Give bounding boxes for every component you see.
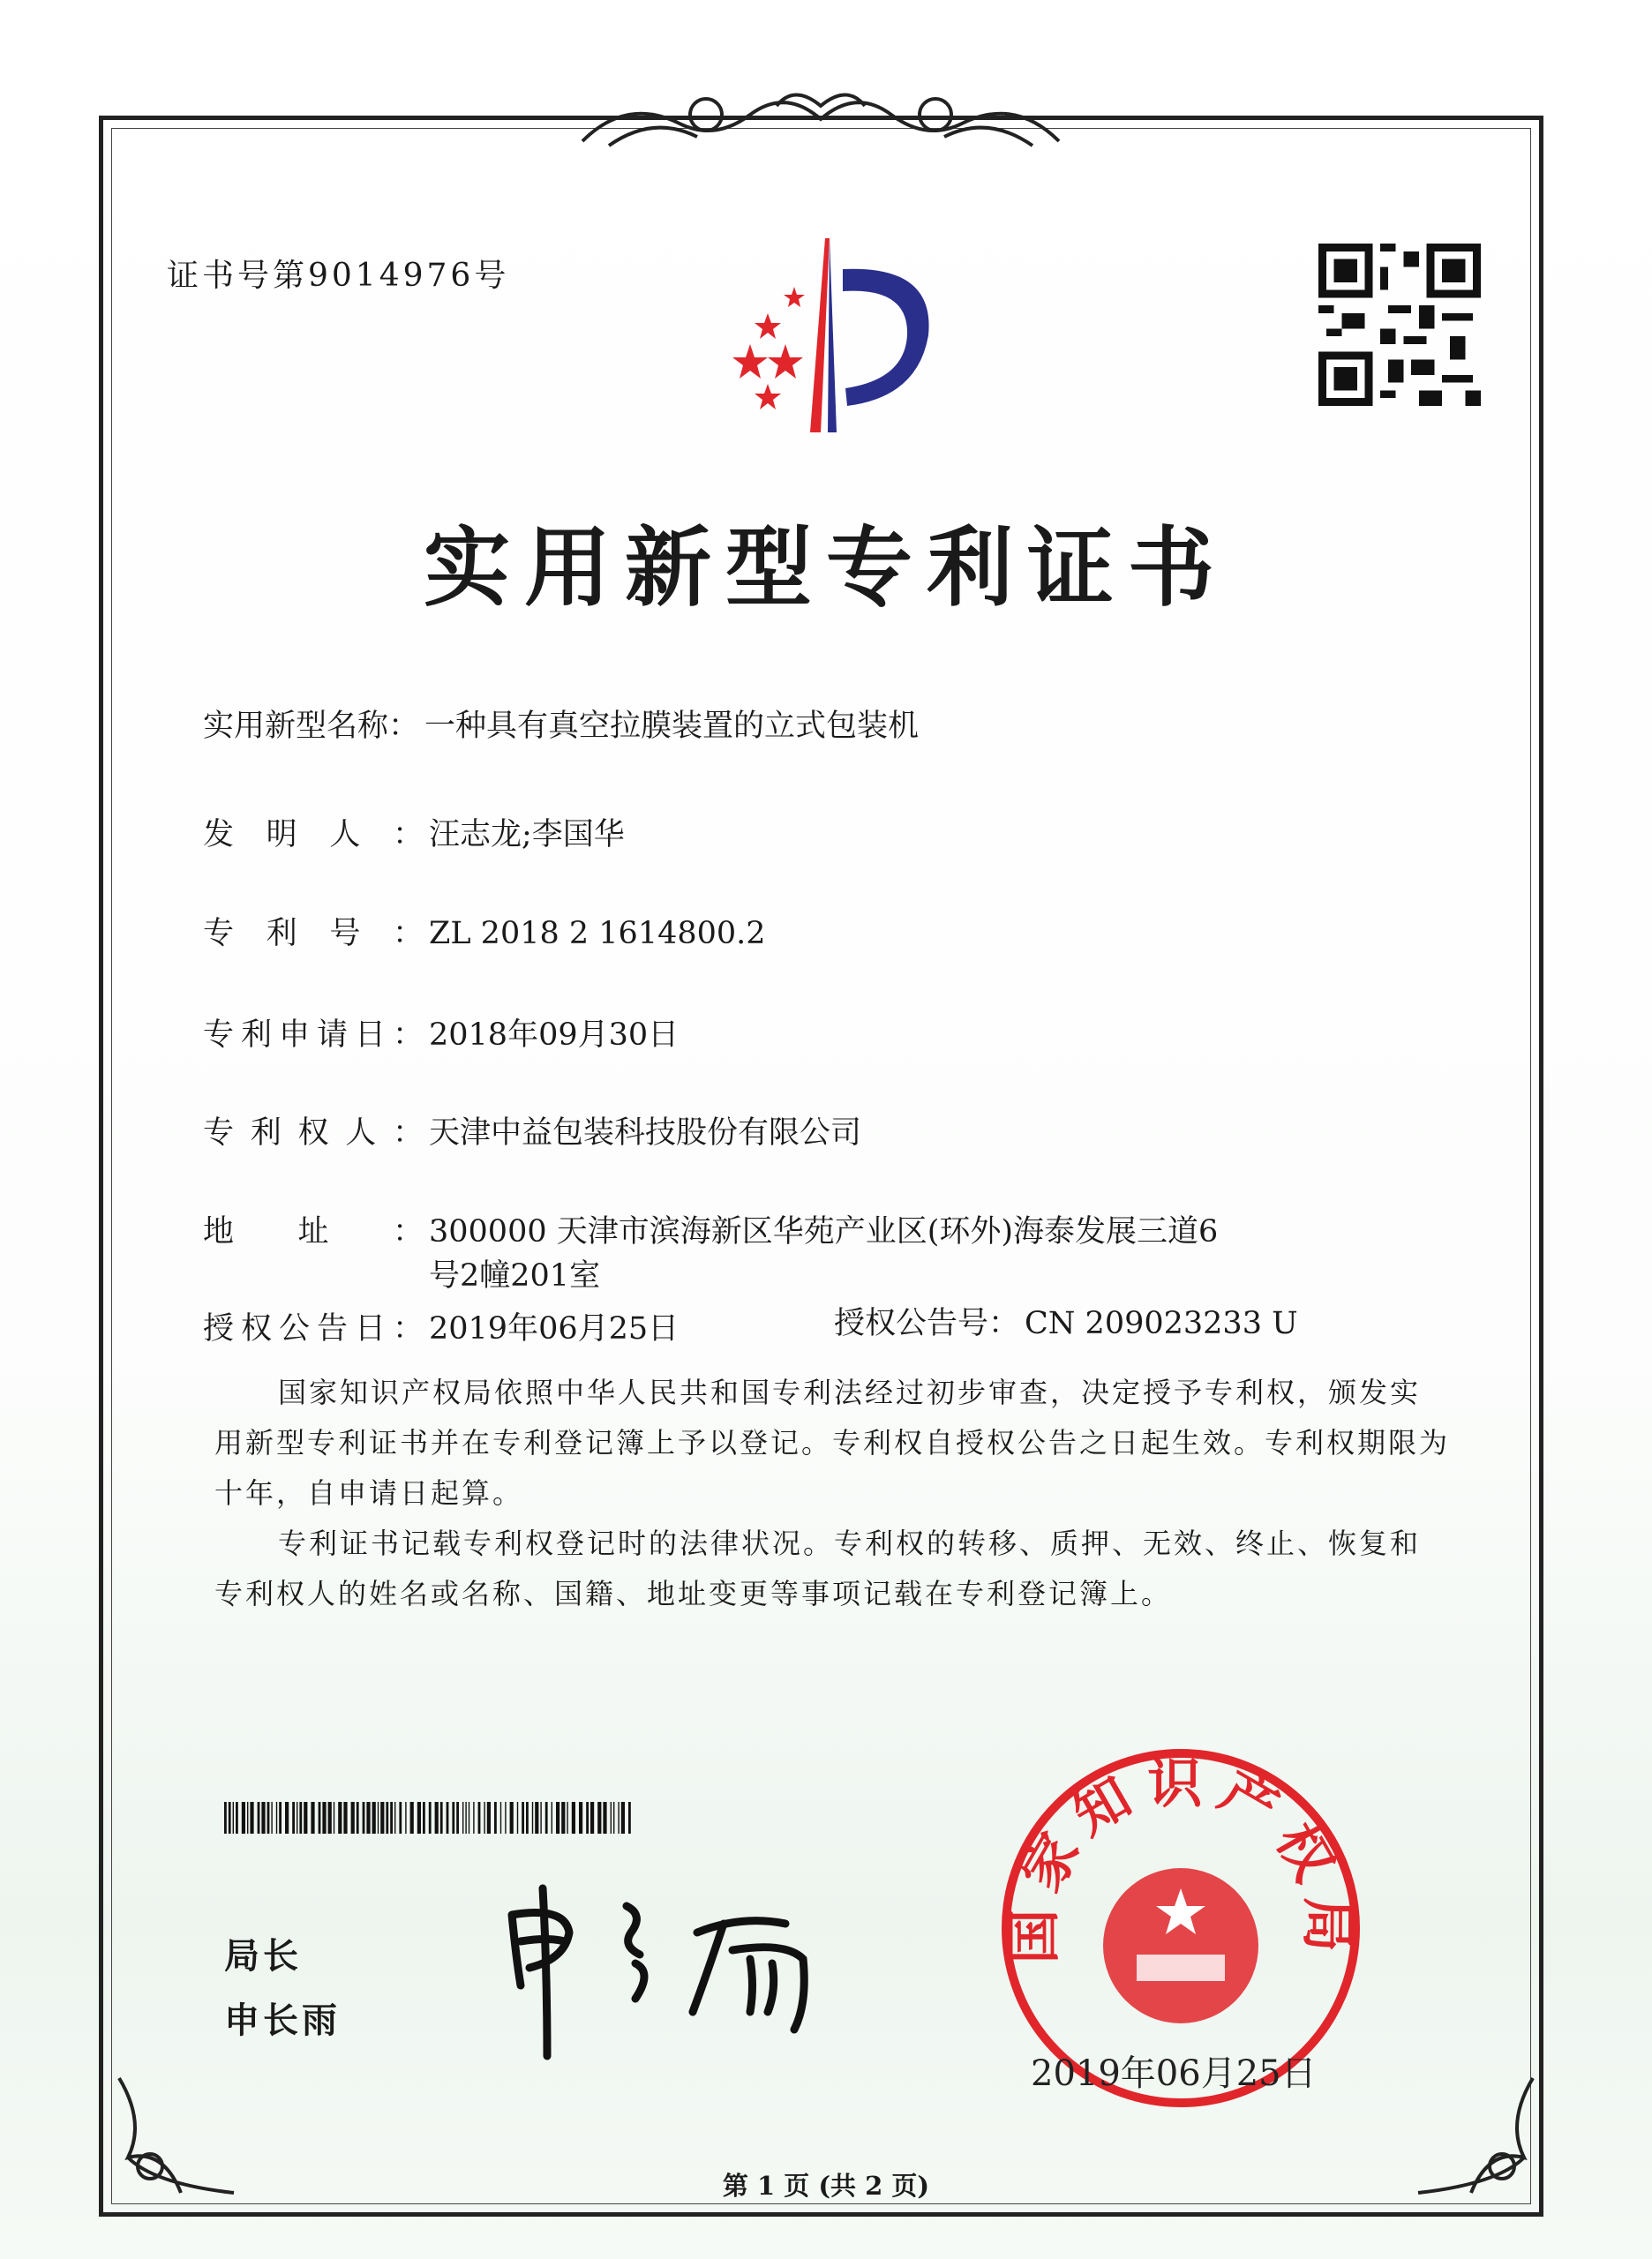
statement-paragraph: 国家知识产权局依照中华人民共和国专利法经过初步审查，决定授予专利权，颁发实用新型专利证书并在专利登记簿上予以登记。专利权自授权公告之日起生效。专利权期限为十年，自申请日起算。 xyxy=(214,1376,1451,1510)
field-address-line2: 号2幢201室 xyxy=(429,1258,601,1294)
field-label: 专利权人： xyxy=(203,1115,424,1151)
barcode-icon xyxy=(224,1802,637,1834)
seal-text: 国家知识产权局 xyxy=(1001,1751,1361,1965)
field-label: 授权公告日： xyxy=(203,1311,424,1347)
certificate-title: 实用新型专利证书 xyxy=(423,517,1228,619)
handwritten-signature xyxy=(494,1880,847,2065)
seal-date: 2019年06月25日 xyxy=(1031,2053,1317,2094)
field-value: 汪志龙;李国华 xyxy=(429,817,625,852)
field-label: 专利号： xyxy=(203,916,424,951)
field-value: 2018年09月30日 xyxy=(429,1017,680,1053)
signatory-name: 申长雨 xyxy=(224,2000,341,2041)
field-label: 地址： xyxy=(203,1214,424,1250)
signatory-title: 局长 xyxy=(224,1935,302,1977)
page-indicator: 第 1 页 (共 2 页) xyxy=(722,2171,930,2201)
field-address xyxy=(203,1207,1218,1251)
field-value: 天津中益包装科技股份有限公司 xyxy=(429,1115,862,1151)
field-grant-publication-number xyxy=(834,1299,1298,1343)
statement-paragraph: 专利证书记载专利权登记时的法律状况。专利权的转移、质押、无效、终止、恢复和专利权人的姓名或名称、国籍、地址变更等事项记载在专利登记簿上。 xyxy=(214,1527,1422,1610)
field-label: 发明人： xyxy=(203,817,424,852)
field-label: 专利申请日： xyxy=(203,1017,424,1053)
field-value: 一种具有真空拉膜装置的立式包装机 xyxy=(424,709,920,744)
field-grant-date xyxy=(203,1304,679,1348)
certificate-statement xyxy=(214,1368,1450,1619)
cnipa-logo-icon xyxy=(697,229,953,441)
field-label: 授权公告号： xyxy=(834,1306,1020,1341)
qr-code-icon xyxy=(1318,244,1481,406)
field-value: 2019年06月25日 xyxy=(429,1311,680,1347)
field-value: 300000 天津市滨海新区华苑产业区(环外)海泰发展三道6 xyxy=(429,1214,1219,1250)
field-application-date xyxy=(203,1010,679,1054)
top-ornament-icon xyxy=(574,79,1068,159)
certificate-number: 证书号第9014976号 xyxy=(167,258,510,294)
field-value: ZL 2018 2 1614800.2 xyxy=(429,916,766,951)
field-value: CN 209023233 U xyxy=(1025,1306,1298,1341)
field-patentee xyxy=(203,1108,861,1152)
field-inventor xyxy=(203,810,625,854)
field-label: 实用新型名称： xyxy=(203,709,420,744)
field-patent-number xyxy=(203,909,766,953)
field-utility-model-name xyxy=(203,702,919,746)
